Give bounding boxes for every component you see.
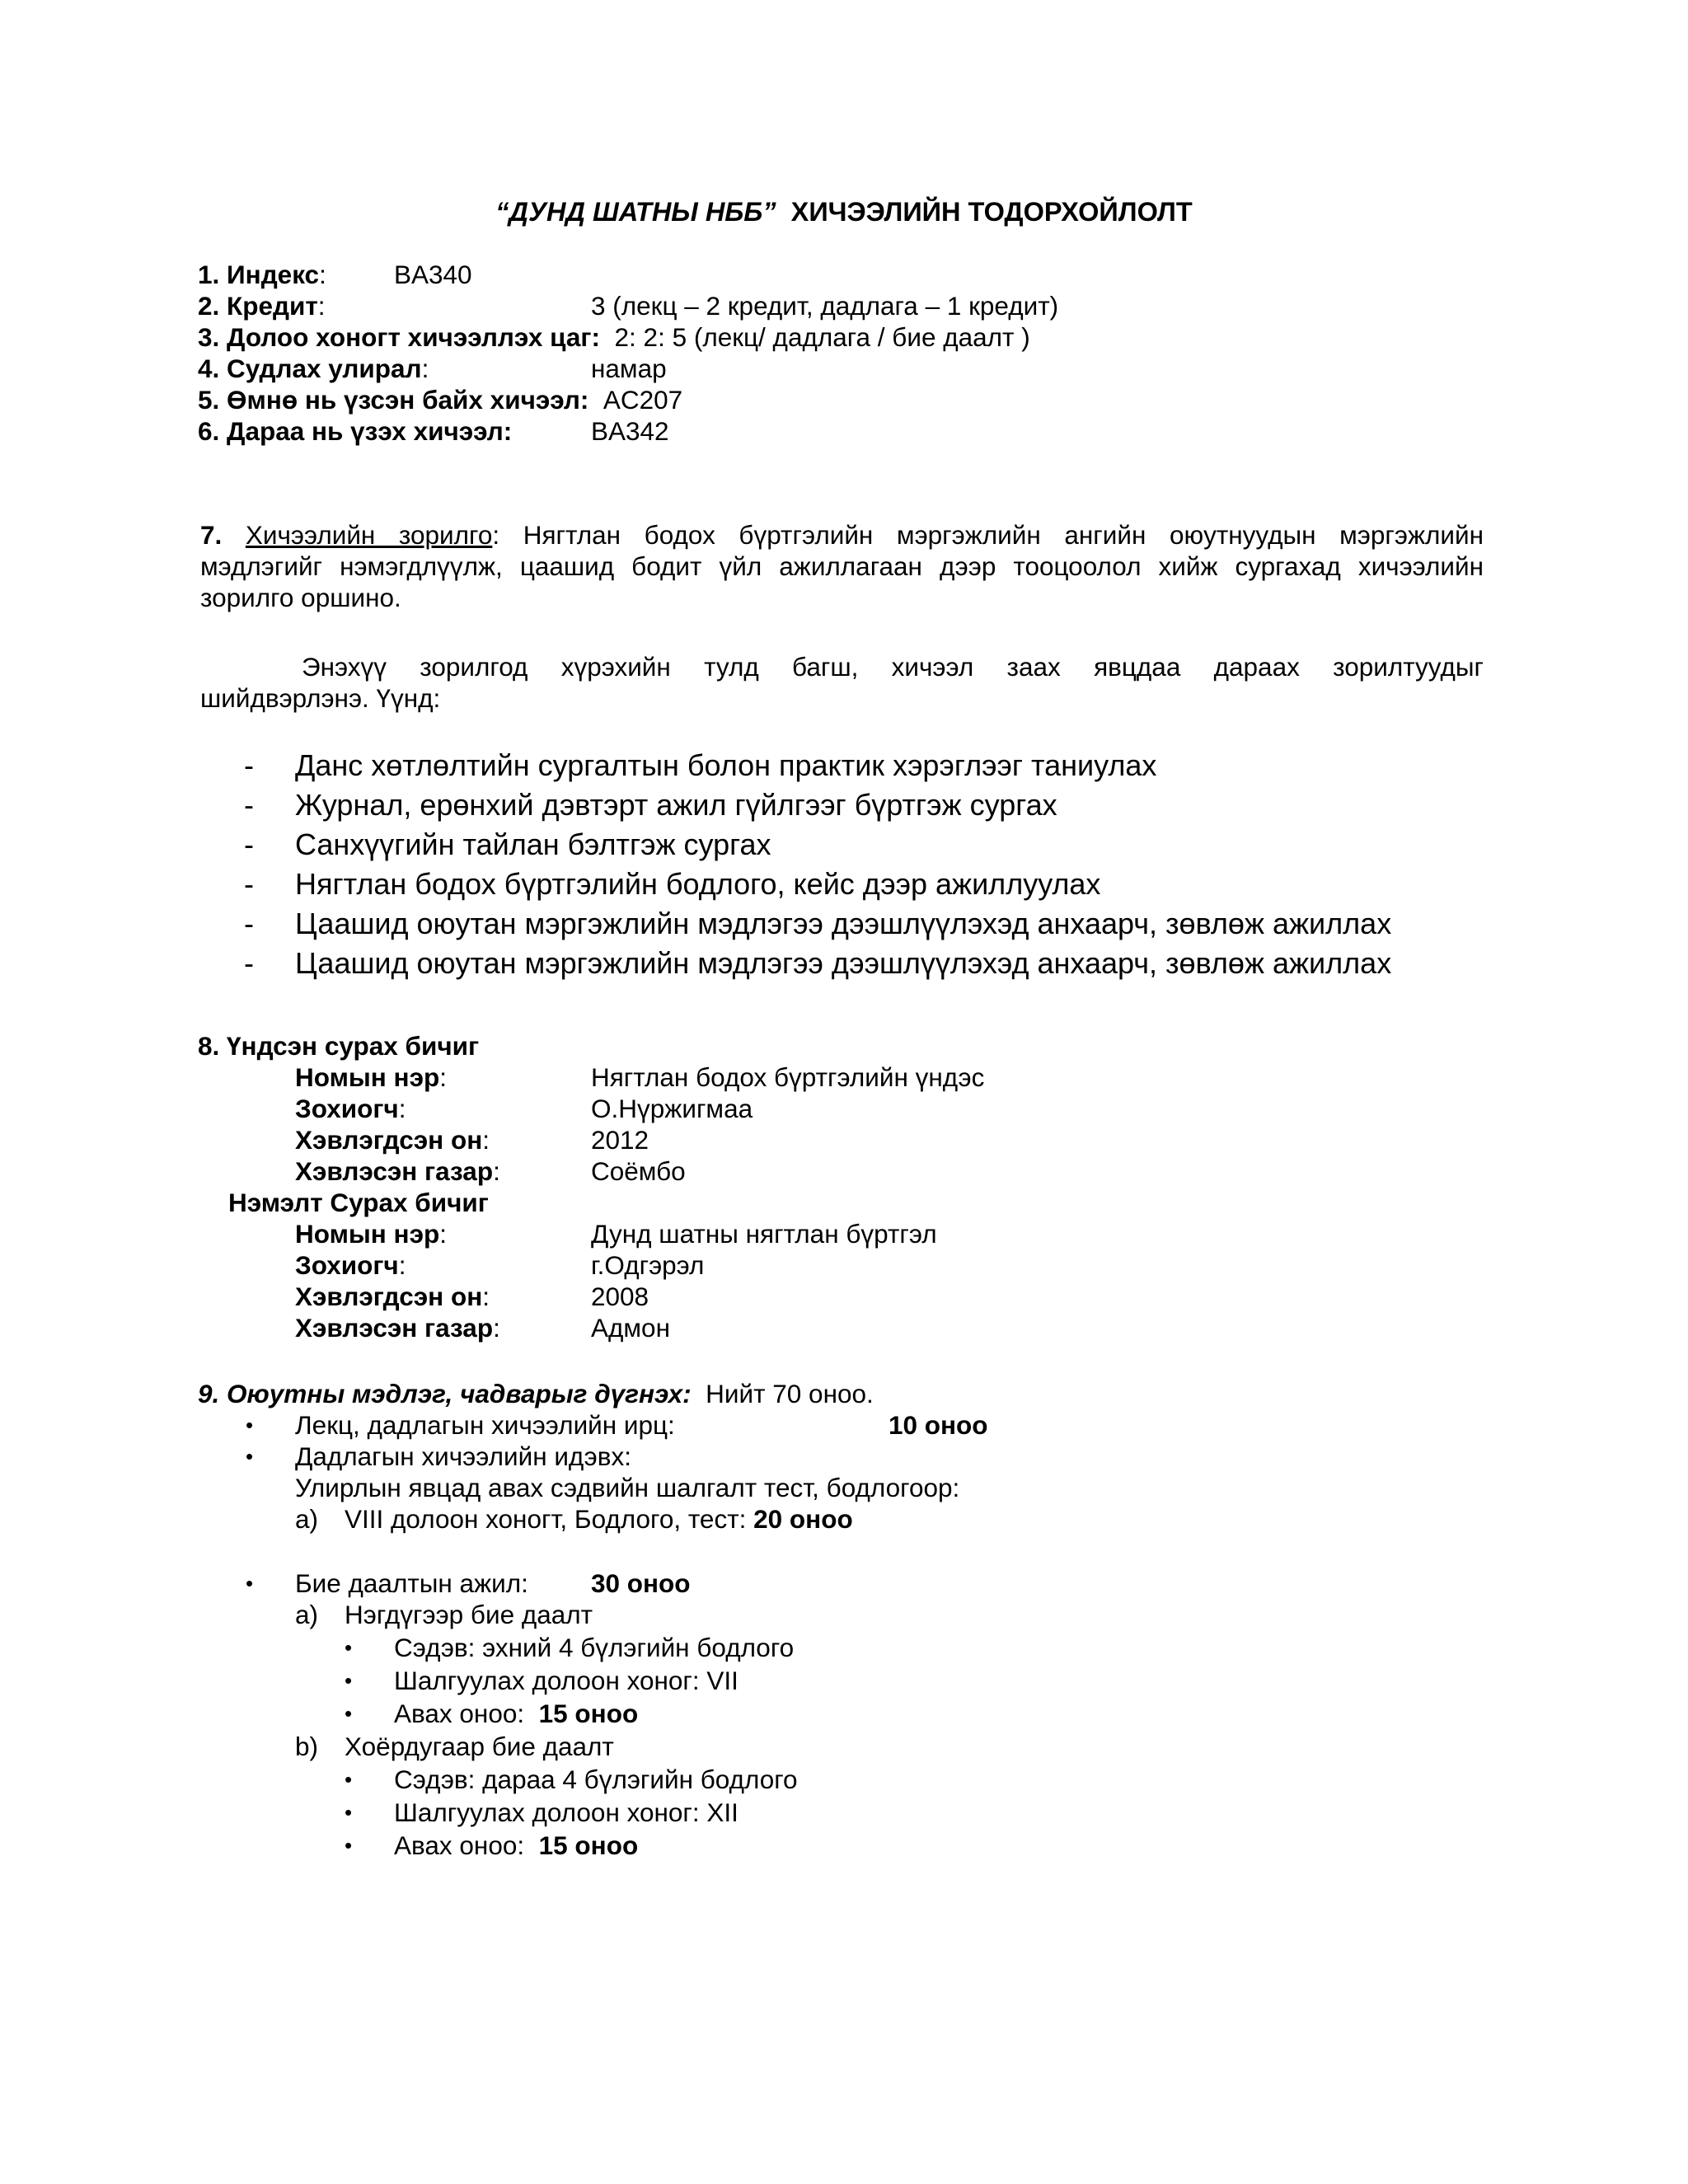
dash-marker: - — [244, 907, 254, 940]
info-prereq-row — [198, 384, 682, 415]
extra-book-year-value: 2008 — [591, 1282, 649, 1311]
first-selfwork-marker: a) — [295, 1600, 319, 1629]
info-index-row — [198, 259, 326, 290]
selfwork-points: 30 оноо — [591, 1568, 691, 1598]
objective-item: Журнал, ерөнхий дэвтэрт ажил гүйлгээг бүртгэж сургах — [295, 788, 1057, 822]
dash-marker: - — [244, 946, 254, 980]
book-title-label: Номын нэр — [295, 1062, 440, 1092]
second-selfwork-topic: Сэдэв: дараа 4 бүлэгийн бодлого — [394, 1765, 798, 1794]
label-colon: : — [482, 1282, 490, 1311]
semester-value: намар — [591, 354, 667, 383]
bullet-marker: • — [345, 1767, 353, 1792]
prereq-label: 5. Өмнө нь үзсэн байх хичээл: — [198, 385, 589, 415]
label-colon: : — [439, 1062, 447, 1092]
bullet-marker: • — [345, 1800, 353, 1825]
second-selfwork-week: Шалгуулах долоон хоног: XII — [394, 1797, 738, 1827]
bullet-marker: • — [345, 1635, 353, 1660]
hours-label: 3. Долоо хоногт хичээллэх цаг: — [198, 322, 601, 352]
bullet-marker: • — [345, 1833, 353, 1858]
selfwork-label: Бие даалтын ажил: — [295, 1568, 528, 1598]
info-next-row — [198, 415, 512, 447]
second-selfwork-points-row — [394, 1830, 638, 1861]
bullet-marker: • — [246, 1571, 254, 1596]
label-colon: : — [398, 1250, 406, 1280]
attendance-points: 10 оноо — [889, 1410, 988, 1440]
extra-book-author-value: г.Одгэрэл — [591, 1250, 705, 1280]
extra-book-title-value: Дунд шатны нягтлан бүртгэл — [591, 1219, 937, 1249]
label-colon: : — [493, 1156, 500, 1186]
book-label-row — [295, 1249, 406, 1281]
book-label-row — [295, 1312, 500, 1343]
extra-book-author-label: Зохиогч — [295, 1250, 399, 1280]
book-label-row — [295, 1155, 500, 1187]
activity-description: Улирлын явцад авах сэдвийн шалгалт тест, бодлогоор: — [295, 1473, 960, 1502]
goal-text-1: Нягтлан бодох бүртгэлийн мэргэжлийн ангийн оюутнуудын мэргэжлийн — [523, 520, 1484, 550]
book-label-row — [295, 1218, 447, 1249]
dash-marker: - — [244, 788, 254, 822]
activity-a-text: VIII долоон хоногт, Бодлого, тест: — [345, 1504, 747, 1534]
goal-paragraph-1: Энэхүү зорилгод хүрэхийн тулд багш, хичээл заах явцдаа дараах зорилтуудыг — [302, 652, 1484, 682]
second-points-label: Авах оноо: — [394, 1830, 525, 1860]
semester-colon: : — [421, 354, 429, 383]
credit-value: 3 (лекц – 2 кредит, дадлага – 1 кредит) — [591, 291, 1059, 321]
goal-text-3: зорилго оршино. — [200, 583, 401, 612]
goal-colon: : — [492, 520, 500, 550]
dash-marker: - — [244, 827, 254, 861]
second-points-value: 15 оноо — [538, 1830, 639, 1860]
books-heading: 8. Үндсэн сурах бичиг — [198, 1031, 480, 1061]
second-selfwork-title: Хоёрдугаар бие даалт — [345, 1732, 614, 1761]
document-title — [0, 196, 1688, 227]
activity-a-row — [345, 1503, 853, 1535]
bullet-marker: • — [345, 1668, 353, 1693]
next-label: 6. Дараа нь үзэх хичээл: — [198, 416, 513, 446]
credit-colon: : — [317, 291, 326, 321]
extra-book-title-label: Номын нэр — [295, 1219, 440, 1249]
next-value: BA342 — [591, 416, 669, 446]
attendance-label: Лекц, дадлагын хичээлийн ирц: — [295, 1410, 675, 1440]
assessment-heading: 9. Оюутны мэдлэг, чадварыг дүгнэх: — [198, 1379, 692, 1408]
second-selfwork-marker: b) — [295, 1732, 319, 1761]
goal-paragraph-2: шийдвэрлэнэ. Үүнд: — [200, 683, 441, 713]
objective-item: Цаашид оюутан мэргэжлийн мэдлэгээ дээшлүүлэхэд анхаарч, зөвлөж ажиллах — [295, 946, 1392, 980]
extra-books-heading: Нэмэлт Сурах бичиг — [228, 1188, 489, 1217]
objective-item: Данс хөтлөлтийн сургалтын болон практик хэрэглээг таниулах — [295, 748, 1157, 782]
label-colon: : — [482, 1125, 490, 1155]
assessment-total: Нийт 70 оноо. — [706, 1379, 874, 1408]
objective-item: Нягтлан бодох бүртгэлийн бодлого, кейс дээр ажиллуулах — [295, 867, 1101, 901]
bullet-marker: • — [246, 1413, 254, 1437]
book-label-row — [295, 1093, 406, 1124]
hours-value: 2: 2: 5 (лекц/ дадлага / бие даалт ) — [614, 322, 1030, 352]
first-selfwork-week: Шалгуулах долоон хоног: VII — [394, 1666, 738, 1695]
index-colon: : — [319, 260, 326, 289]
semester-label: 4. Судлах улирал — [198, 354, 422, 383]
credit-label: 2. Кредит — [198, 291, 318, 321]
assessment-heading-row — [198, 1378, 874, 1409]
book-year-value: 2012 — [591, 1125, 649, 1155]
extra-book-publisher-label: Хэвлэсэн газар — [295, 1313, 494, 1343]
book-publisher-value: Соёмбо — [591, 1156, 686, 1186]
activity-label: Дадлагын хичээлийн идэвх: — [295, 1441, 631, 1471]
bullet-marker: • — [345, 1701, 353, 1726]
book-label-row — [295, 1281, 490, 1312]
index-value: BA340 — [394, 260, 472, 289]
book-author-value: О.Нүржигмаа — [591, 1094, 753, 1123]
activity-a-marker: a) — [295, 1504, 319, 1534]
info-semester-row — [198, 353, 429, 384]
title-text: ХИЧЭЭЛИЙН ТОДОРХОЙЛОЛТ — [790, 197, 1193, 227]
book-label-row — [295, 1062, 447, 1093]
info-hours-row — [198, 321, 1030, 353]
goal-number: 7. — [200, 520, 223, 550]
activity-a-points: 20 оноо — [753, 1504, 853, 1534]
dash-marker: - — [244, 748, 254, 782]
first-points-label: Авах оноо: — [394, 1699, 525, 1728]
first-selfwork-title: Нэгдүгээр бие даалт — [345, 1600, 593, 1629]
objective-item: Санхүүгийн тайлан бэлтгэж сургах — [295, 827, 771, 861]
index-label: 1. Индекс — [198, 260, 320, 289]
extra-book-publisher-value: Адмон — [591, 1313, 670, 1343]
goal-heading: Хичээлийн зорилго — [245, 520, 493, 550]
book-year-label: Хэвлэгдсэн он — [295, 1125, 483, 1155]
first-points-value: 15 оноо — [538, 1699, 639, 1728]
label-colon: : — [439, 1219, 447, 1249]
label-colon: : — [398, 1094, 406, 1123]
goal-line-1 — [200, 519, 1484, 551]
dash-marker: - — [244, 867, 254, 901]
book-author-label: Зохиогч — [295, 1094, 399, 1123]
info-credit-row — [198, 290, 326, 321]
book-publisher-label: Хэвлэсэн газар — [295, 1156, 494, 1186]
extra-book-year-label: Хэвлэгдсэн он — [295, 1282, 483, 1311]
title-course-name: “ДУНД ШАТНЫ НББ” — [495, 197, 776, 227]
goal-text-2: мэдлэгийг нэмэгдлүүлж, цаашид бодит үйл ажиллагаан дээр тооцоолол хийж сургахад хичээлийн — [200, 551, 1484, 581]
book-title-value: Нягтлан бодох бүртгэлийн үндэс — [591, 1062, 985, 1092]
book-label-row — [295, 1124, 490, 1155]
first-selfwork-topic: Сэдэв: эхний 4 бүлэгийн бодлого — [394, 1633, 795, 1662]
label-colon: : — [493, 1313, 500, 1343]
prereq-value: AC207 — [603, 385, 683, 415]
objective-item: Цаашид оюутан мэргэжлийн мэдлэгээ дээшлүүлэхэд анхаарч, зөвлөж ажиллах — [295, 907, 1392, 940]
first-selfwork-points-row — [394, 1698, 638, 1729]
bullet-marker: • — [246, 1444, 254, 1469]
